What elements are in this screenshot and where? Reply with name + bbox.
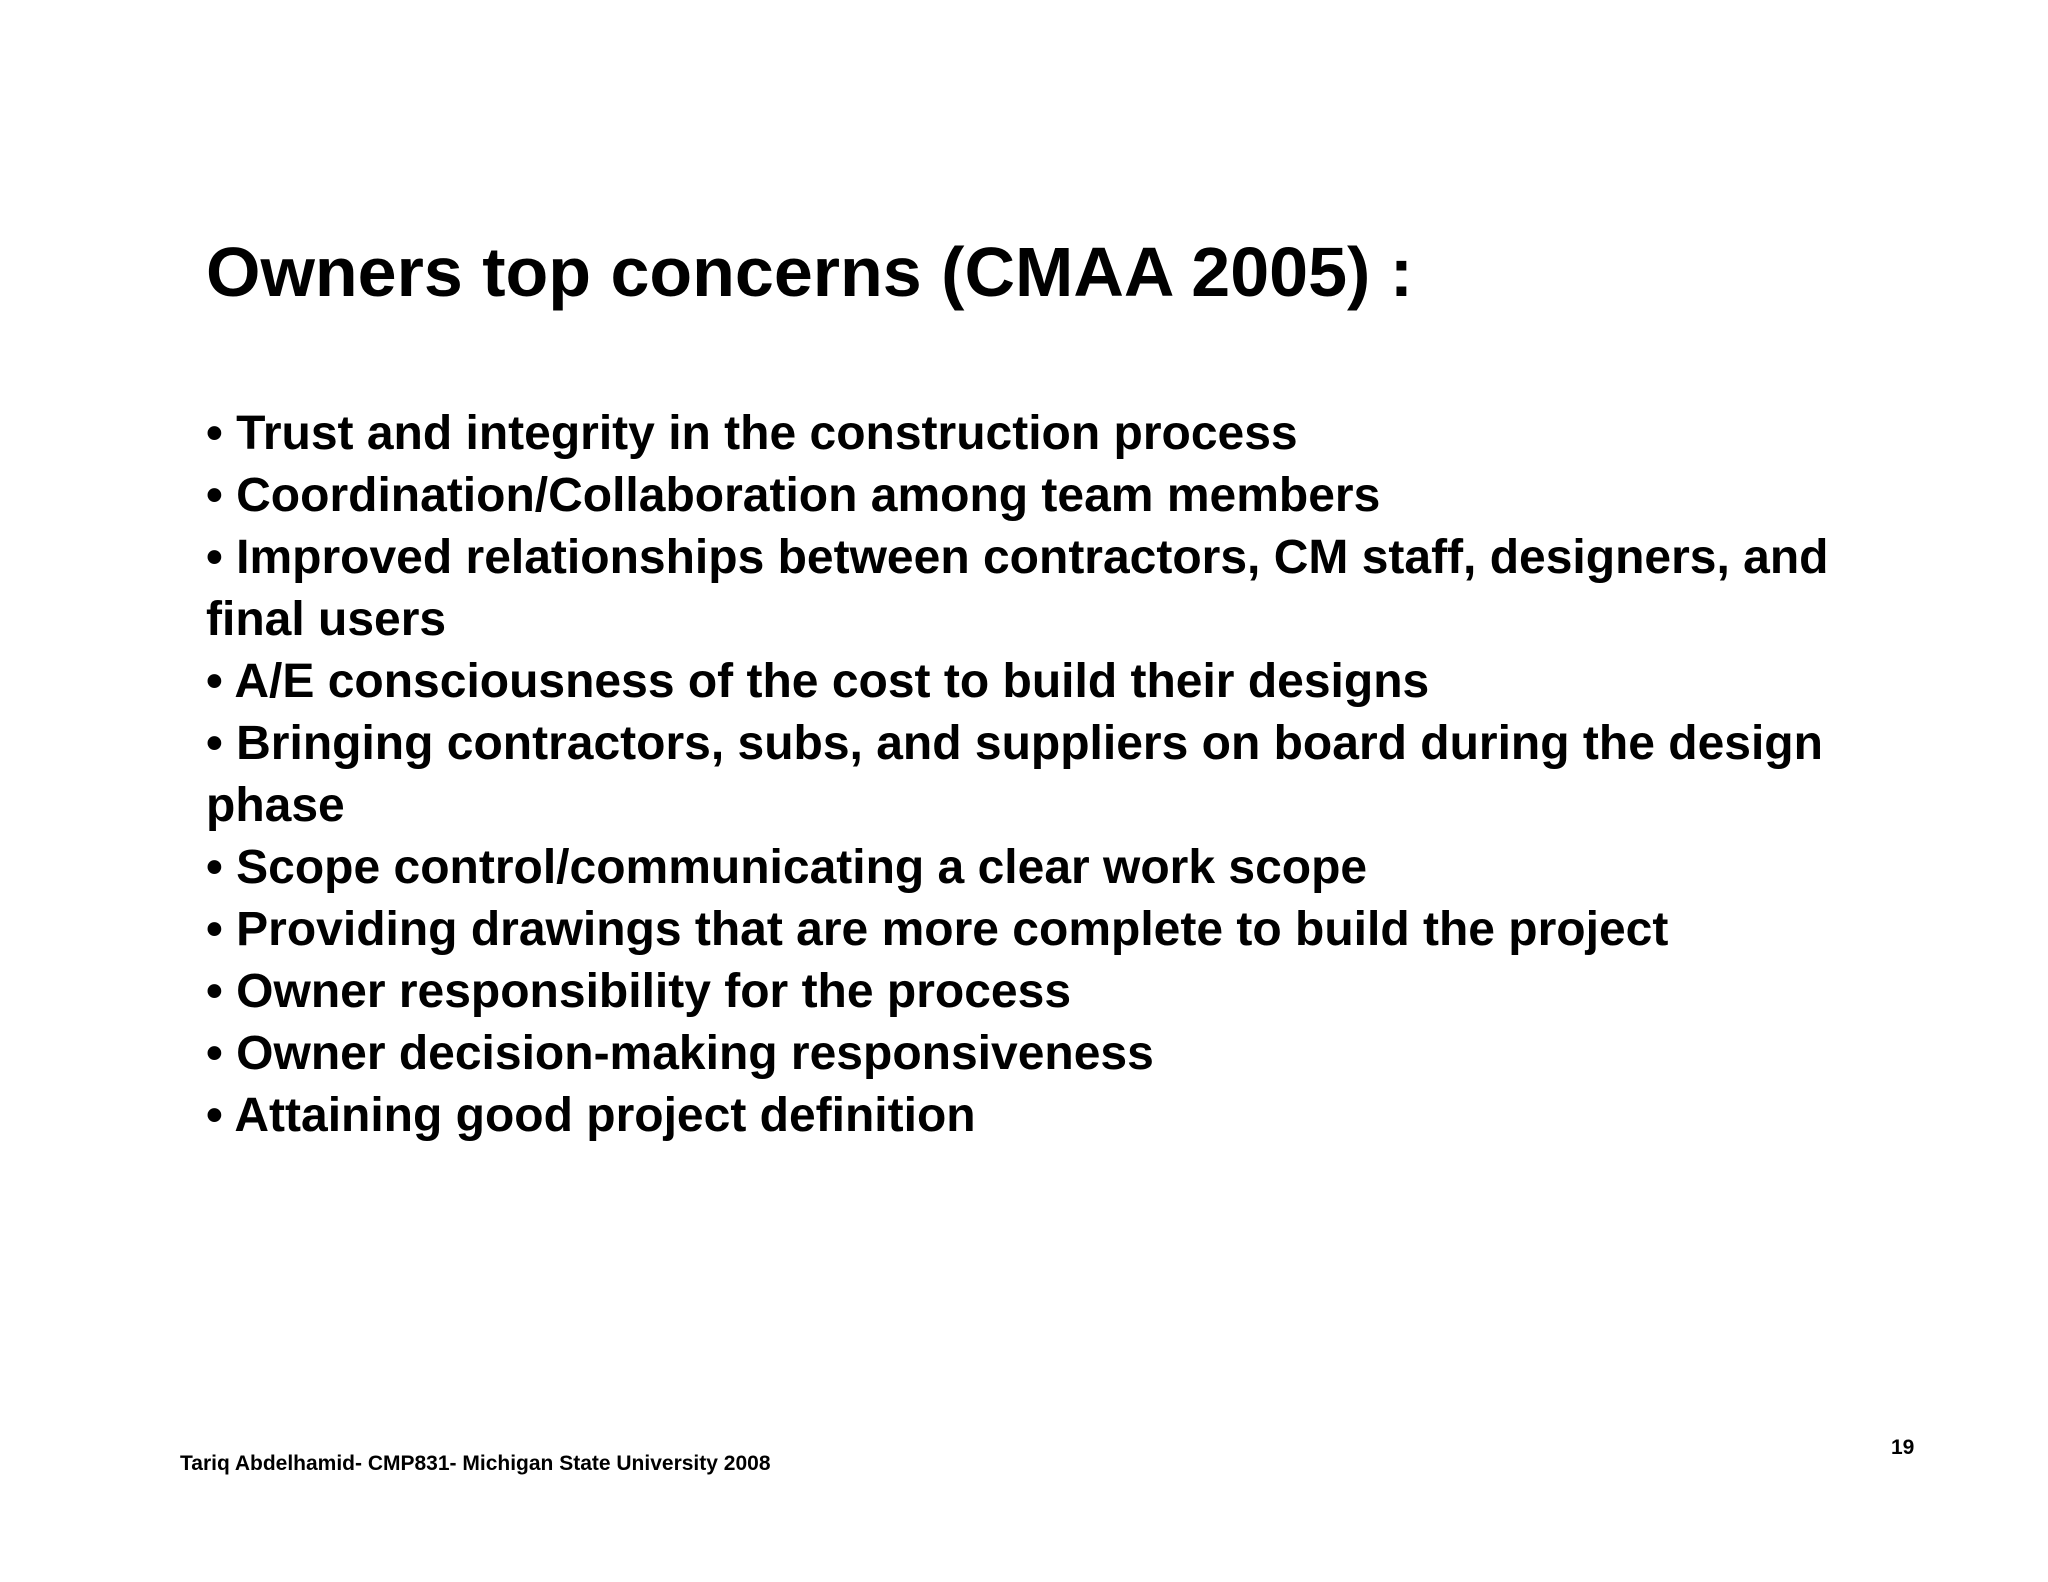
- list-item: • Bringing contractors, subs, and suppliers on board during the design phase: [206, 717, 1823, 832]
- list-item: • Owner responsibility for the process: [206, 965, 1072, 1018]
- list-item: • Scope control/communicating a clear work scope: [206, 841, 1368, 894]
- concerns-list: [206, 403, 1906, 1147]
- slide-footer: Tariq Abdelhamid- CMP831- Michigan State University 2008: [180, 1452, 771, 1475]
- list-item: • Improved relationships between contractors, CM staff, designers, and final users: [206, 531, 1829, 646]
- page-number: 19: [1891, 1436, 1915, 1459]
- list-item: • A/E consciousness of the cost to build their designs: [206, 655, 1430, 708]
- list-item: • Owner decision-making responsiveness: [206, 1027, 1154, 1080]
- slide-title: Owners top concerns (CMAA 2005) :: [206, 233, 1414, 311]
- list-item: • Providing drawings that are more complete to build the project: [206, 903, 1669, 956]
- list-item: • Trust and integrity in the construction process: [206, 407, 1298, 460]
- list-item: • Coordination/Collaboration among team members: [206, 469, 1381, 522]
- list-item: • Attaining good project definition: [206, 1089, 976, 1142]
